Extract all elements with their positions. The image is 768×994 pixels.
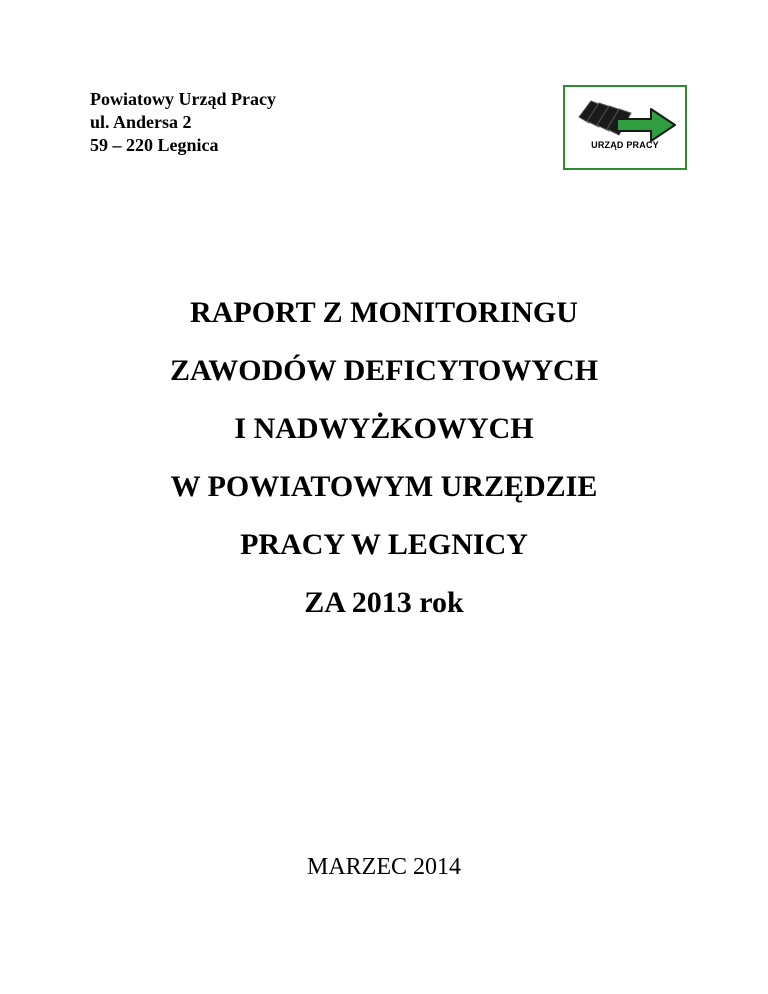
title-line: PRACY W LEGNICY [240, 528, 528, 561]
logo-text: URZĄD PRACY [591, 140, 659, 150]
title-line: ZA 2013 rok [304, 586, 464, 619]
title-line: I NADWYŻKOWYCH [234, 412, 534, 445]
office-street: ul. Andersa 2 [90, 112, 192, 132]
office-postal-city: 59 – 220 Legnica [90, 135, 219, 155]
title-line: W POWIATOWYM URZĘDZIE [170, 470, 598, 503]
title-line: RAPORT Z MONITORINGU [190, 296, 578, 329]
office-name: Powiatowy Urząd Pracy [90, 89, 276, 109]
documents-arrow-icon [565, 87, 685, 168]
urzad-pracy-logo [563, 85, 687, 170]
report-title [0, 284, 768, 632]
report-date: MARZEC 2014 [306, 854, 461, 880]
title-line: ZAWODÓW DEFICYTOWYCH [169, 354, 599, 387]
office-address [90, 88, 276, 157]
